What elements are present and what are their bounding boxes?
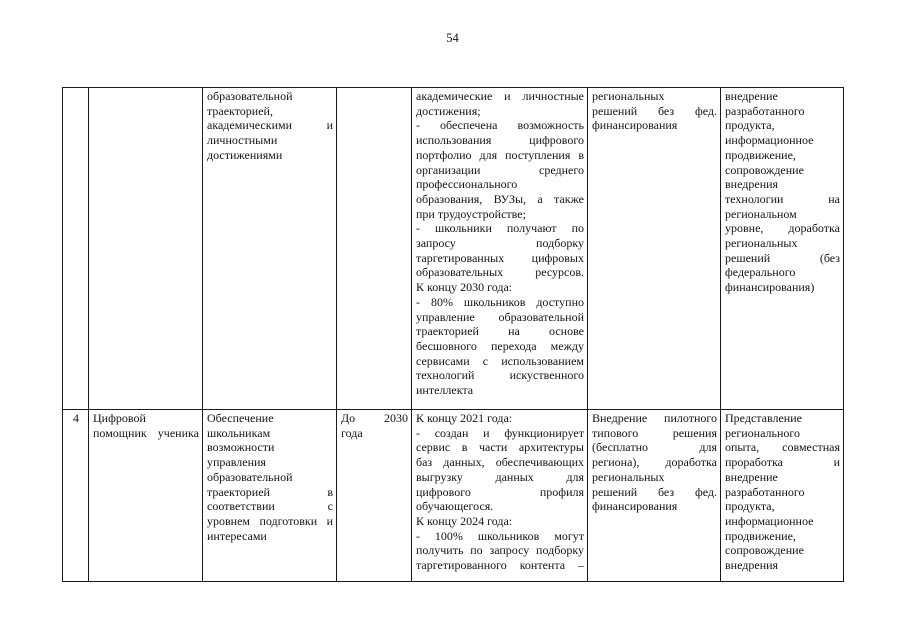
cell-line: организации среднего [416,162,584,177]
cell-line: управления [207,455,266,470]
cell-line: регионального [725,425,801,440]
cell-line: соответствии с [207,499,333,514]
cell-line: технологий искуственного [416,368,584,383]
deadline-cell [337,410,412,582]
cell-line: интересами [207,528,267,543]
cell-line: региональных [725,236,798,251]
cell-line: внедрение [725,89,778,103]
cell-line: Внедрение пилотного [592,411,717,425]
description-cell [203,88,337,410]
cell-line: продукта, [725,499,775,514]
cell-line: разработанного [725,103,805,118]
cell-line: региональном [725,206,797,221]
implementation-cell [588,410,721,582]
cell-line: образовательной [207,89,293,103]
cell-line: академические и личностные [416,89,584,103]
cell-line: уровне, доработка [725,221,840,236]
support-cell [721,88,844,410]
cell-line: таргетированных цифровых [416,250,584,265]
cell-line: траекторией, [207,103,273,118]
cell-line: технологии на [725,191,840,206]
cell-line: К концу 2021 года: [416,411,513,425]
cell-line: опыта, совместная [725,440,840,455]
table-row [63,410,844,582]
cell-line: сопровождение [725,162,804,177]
table-row [63,88,844,410]
cell-line: при трудоустройстве; [416,206,526,221]
cell-line: решений без фед. [592,484,717,499]
cell-line: Цифровой [93,411,146,425]
cell-line: информационное [725,513,814,528]
cell-line: портфолио для поступления в [416,147,584,162]
item-name-cell [89,88,203,410]
cell-line: 4 [73,411,79,425]
cell-line: типового решения [592,425,717,440]
page-number: 54 [446,31,459,45]
cell-line: К концу 2024 года: [416,513,513,528]
cell-line: Обеспечение [207,411,274,425]
cell-line: сервис в части архитектуры [416,440,584,455]
cell-line: уровнем подготовки и [207,513,333,528]
cell-line: До 2030 [341,411,408,425]
cell-line: продвижение, [725,147,796,162]
cell-line: проработка и [725,455,840,470]
cell-line: образования, ВУЗы, а также [416,191,584,206]
cell-line: внедрения [725,177,779,192]
cell-line: К концу 2030 года: [416,280,513,295]
cell-line: личностными [207,133,278,148]
support-cell [721,410,844,582]
item-name-cell [89,410,203,582]
cell-line: продвижение, [725,528,796,543]
cell-line: решений (без [725,250,840,265]
table-body [63,88,844,582]
cell-line: выгрузку данных для [416,469,584,484]
cell-line: помощник ученика [93,425,199,440]
cell-line: траекторией в [207,484,333,499]
deadline-cell [337,88,412,410]
cell-line: достижениями [207,147,283,162]
cell-line: региона), доработка [592,455,717,470]
cell-line: образовательной [207,469,293,484]
cell-line: таргетированного контента – [416,558,584,573]
cell-line: сопровождение [725,543,804,558]
cell-line: обучающегося. [416,499,494,514]
cell-line: - создан и функционирует [416,425,584,440]
cell-line: образовательных ресурсов. [416,265,584,280]
row-number-cell [63,88,89,410]
cell-line: - обеспечена возможность [416,118,584,133]
cell-line: федерального [725,265,796,280]
cell-line: запросу подборку [416,236,584,251]
cell-line: продукта, [725,118,775,133]
row-number-cell [63,410,89,582]
description-cell [203,410,337,582]
cell-line: интеллекта [416,383,474,398]
cell-line: информационное [725,133,814,148]
cell-line: возможности [207,440,275,455]
cell-line: цифрового профиля [416,484,584,499]
results-cell [412,88,588,410]
cell-line: использования цифрового [416,133,584,148]
results-cell [412,410,588,582]
cell-line: внедрения [725,558,779,573]
cell-line: финансирования) [725,280,815,295]
cell-line: академическими и [207,118,333,133]
cell-line: разработанного [725,484,805,499]
document-table [62,87,844,582]
cell-line: Представление [725,411,802,425]
cell-line: (бесплатно для [592,440,717,455]
cell-line: сервисами с использованием [416,353,584,368]
cell-line: региональных [592,89,665,103]
cell-line: региональных [592,469,665,484]
cell-line: траекторией на основе [416,324,584,339]
cell-line: решений без фед. [592,103,717,118]
cell-line: финансирования [592,499,678,514]
cell-line: профессионального [416,177,518,192]
cell-line: получить по запросу подборку [416,543,584,558]
implementation-cell [588,88,721,410]
cell-line: финансирования [592,118,678,133]
cell-line: - школьники получают по [416,221,584,236]
cell-line: - 80% школьников доступно [416,294,584,309]
cell-line: баз данных, обеспечивающих [416,455,584,470]
cell-line: бесшовного перехода между [416,338,584,353]
cell-line: года [341,425,363,440]
cell-line: управление образовательной [416,309,584,324]
cell-line: - 100% школьников могут [416,528,584,543]
cell-line: внедрение [725,469,778,484]
cell-line: достижения; [416,103,481,118]
cell-line: школьникам [207,425,271,440]
